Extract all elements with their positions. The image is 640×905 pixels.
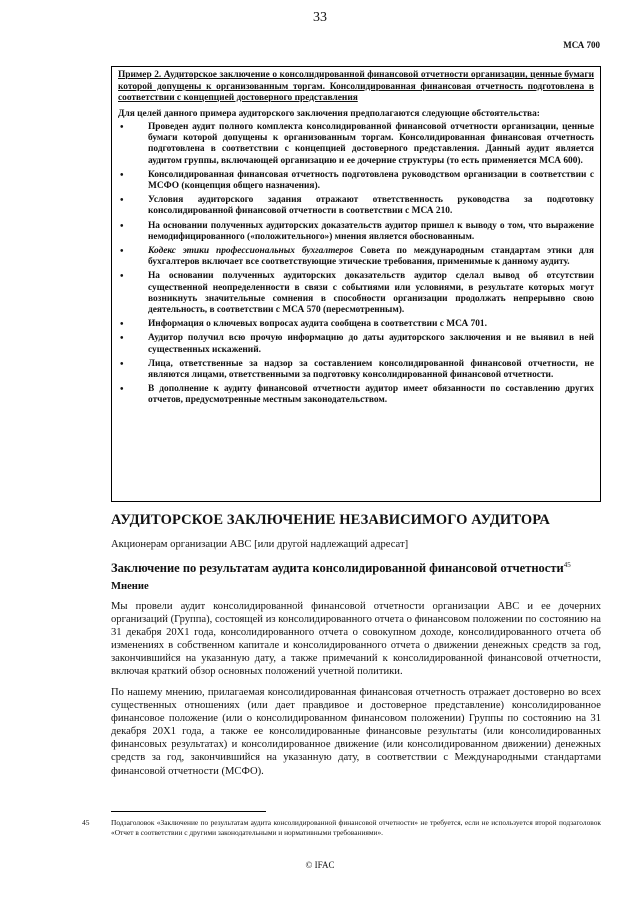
example-box (111, 66, 601, 502)
list-item (118, 122, 594, 167)
list-item-text (148, 246, 594, 267)
list-item (118, 384, 594, 406)
list-item-text-rest: Совета по международным стандартам этики для бухгалтеров включает все соответствующие этические требования, применимые к данному аудиту. (148, 246, 594, 268)
footnote (82, 818, 601, 838)
bullet-icon: • (120, 246, 124, 258)
list-item-text: Аудитор получил всю прочую информацию до даты аудиторского заключения и не выявил в ней существенных искажений. (148, 333, 594, 355)
example-intro: Для целей данного примера аудиторского заключения предполагаются следующие обстоятельства: (118, 108, 540, 119)
bullet-icon: • (120, 169, 124, 181)
list-item-text: Лица, ответственные за надзор за составлением консолидированной финансовой отчетности, не являются лицами, ответственными за подготовку консолидированной финансовой отчетности. (148, 358, 594, 381)
code-of-ethics-title: Кодекс этики профессиональных бухгалтеров (148, 246, 353, 257)
list-item-text: Консолидированная финансовая отчетность подготовлена руководством организации в соответствии с МСФО (концепция общего назначения). (148, 169, 594, 192)
footnote-reference[interactable]: 45 (563, 561, 571, 569)
bullet-icon: • (120, 319, 124, 331)
circumstances-list (118, 122, 594, 407)
bullet-icon: • (120, 358, 124, 370)
list-item (118, 319, 594, 330)
opinion-paragraph-1: Мы провели аудит консолидированной финансовой отчетности организации ABC и ее дочерних организаций (Группа), состоящей из консолидированного отчета о финансовом положении по состоянию на 31 декабря 20X1 года, консолидированного отчета о совокупном доходе, консолидированного отчета об изменениях в собственном капитале и консолидированного отчета о движении денежных средств за год, закончившийся на указанную дату, а также примечаний к консолидированной финансовой отчетности, включая краткий обзор основных положений учетной политики. (111, 601, 601, 678)
list-item-text: Проведен аудит полного комплекта консолидированной финансовой отчетности организации, ценные бумаги которой допущены к организованным торгам. Консолидированная финансовая отчетность подготовлена в соответствии с концепцией достоверного представления. Данный аудит является аудитом группы, включающей организацию и ее дочерние структуры (то есть применяется МСА 600). (148, 122, 594, 166)
footnote-text: Подзаголовок «Заключение по результатам аудита консолидированной финансовой отчетности» не требуется, если не используется второй подзаголовок «Отчет в соответствии с другими законодательными и нормативными требованиями». (111, 818, 601, 837)
list-item (118, 170, 594, 192)
list-item-text: Условия аудиторского задания отражают ответственность руководства за подготовку консолидированной финансовой отчетности в соответствии с МСА 210. (148, 195, 594, 217)
list-item (118, 333, 594, 355)
bullet-icon: • (120, 333, 124, 345)
bullet-icon: • (120, 271, 124, 283)
opinion-paragraph-2: По нашему мнению, прилагаемая консолидированная финансовая отчетность отражает достоверно во всех существенных отношениях (или дает правдивое и достоверное представление) консолидированное финансовое положение (или о консолидированном финансовом положении) Группы по состоянию на 31 декабря 20X1 года, а также ее консолидированные финансовые результаты (или консолидированных финансовых результатах) и консолидированное движение (или консолидированном движении) денежных средств за год, закончившийся на указанную дату, в соответствии с Международными стандартами финансовой отчетности (МСФО). (111, 687, 601, 777)
section-heading (111, 561, 601, 576)
list-item (118, 221, 594, 243)
bullet-icon: • (120, 220, 124, 232)
list-item-text: В дополнение к аудиту финансовой отчетности аудитор имеет обязанности по составлению других отчетов, предусмотренные местным законодательством. (148, 384, 594, 406)
section-title: Заключение по результатам аудита консолидированной финансовой отчетности (111, 561, 564, 576)
bullet-icon: • (120, 122, 124, 133)
bullet-icon: • (120, 195, 124, 207)
opinion-heading: Мнение (111, 581, 149, 592)
example-title: Пример 2. Аудиторское заключение о консолидированной финансовой отчетности организации, ценные бумаги которой допущены к организованным торгам. Консолидированная финансовая отчетность подготовлена в соответствии с концепцией достоверного представления (118, 70, 594, 103)
list-item-text: На основании полученных аудиторских доказательств аудитор пришел к выводу о том, что выражение немодифицированного («положительного») мнения является обоснованным. (148, 220, 594, 242)
footnote-divider (111, 811, 266, 812)
list-item-text: Информация о ключевых вопросах аудита сообщена в соответствии с МСА 701. (148, 319, 487, 330)
list-item (118, 195, 594, 217)
page-number: 33 (313, 10, 327, 25)
bullet-icon: • (120, 384, 124, 396)
list-item (118, 246, 594, 268)
report-heading: АУДИТОРСКОЕ ЗАКЛЮЧЕНИЕ НЕЗАВИСИМОГО АУДИТОРА (111, 512, 550, 528)
document-code: МСА 700 (563, 40, 600, 50)
list-item (118, 271, 594, 316)
copyright-footer: © IFAC (305, 860, 335, 870)
footnote-number: 45 (82, 818, 90, 827)
list-item (118, 359, 594, 381)
report-addressee: Акционерам организации ABC [или другой надлежащий адресат] (111, 539, 409, 550)
list-item-text: На основании полученных аудиторских доказательств аудитор сделал вывод об отсутствии существенной неопределенности в связи с событиями или условиями, в результате которых могут возникнуть значительные сомнения в способности организации продолжать непрерывно свою деятельность, в соответствии с МСА 570 (пересмотренным). (148, 271, 594, 316)
